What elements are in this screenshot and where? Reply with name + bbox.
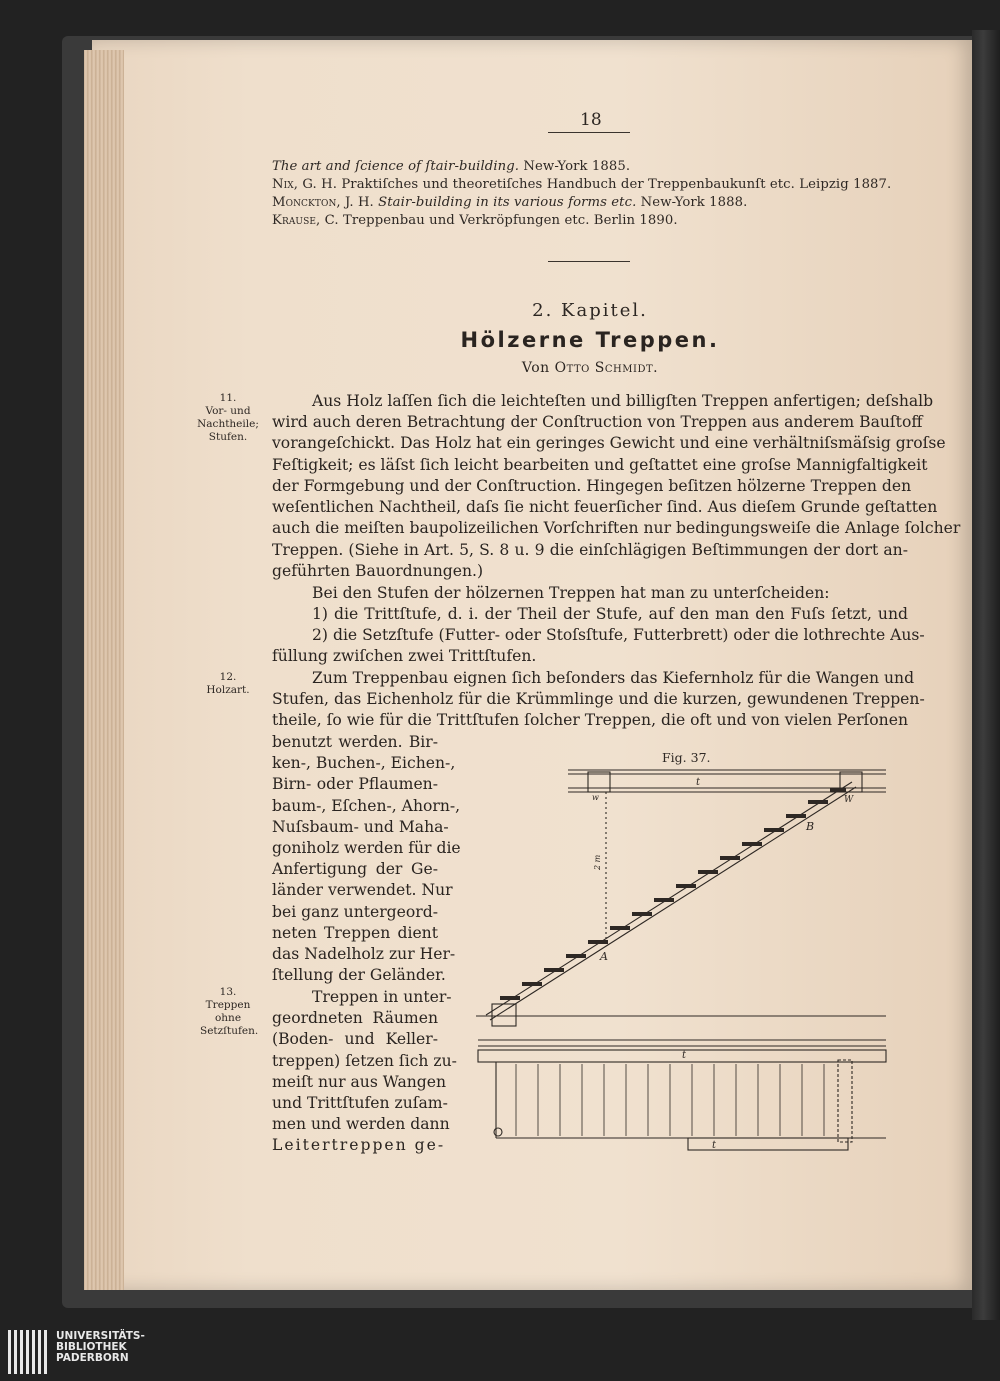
label-t-top: t — [696, 777, 701, 788]
label-t-middle: t — [682, 1050, 687, 1061]
reference-3 — [272, 195, 747, 210]
page-edges — [84, 50, 124, 1290]
column-line: und Trittſtufen zuſam- — [272, 1094, 448, 1112]
column-line: bei ganz untergeord- — [272, 903, 438, 921]
reference-rest: Praktiſches und theoretiſches Handbuch der Treppenbaukunſt etc. Leipzig 1887. — [337, 177, 892, 192]
column-line: das Nadelholz zur Her- — [272, 945, 456, 963]
margin-note-number: 12. — [219, 671, 237, 683]
column-line: (Boden- und Keller- — [272, 1030, 438, 1048]
author-prefix: Von — [521, 360, 550, 376]
chapter-author — [400, 360, 780, 376]
body-line: weſentlichen Nachtheil, daſs ſie nicht feuerſicher ſind. Aus dieſem Grunde geſtatten — [272, 498, 938, 516]
reference-author: Monckton, J. H. — [272, 195, 374, 210]
column-line: länder verwendet. Nur — [272, 881, 453, 899]
reference-rest: New-York 1885. — [519, 159, 631, 174]
label-height: 2 m — [593, 854, 602, 870]
body-line: auch die meiſten baupolizeilichen Vorſchriften nur bedingungsweiſe die Anlage ſolcher — [272, 519, 961, 537]
body-line: füllung zwiſchen zwei Trittſtufen. — [272, 647, 537, 665]
margin-note-12 — [190, 671, 266, 697]
label-b: B — [806, 820, 815, 833]
logo-line: UNIVERSITÄTS- — [56, 1330, 145, 1342]
column-line: goniholz werden für die — [272, 839, 461, 857]
margin-note-text: Treppen ohne Setzſtufen. — [200, 999, 259, 1037]
label-w-lower: w — [592, 793, 599, 802]
body-line: Feſtigkeit; es läſst ſich leicht bearbeiten und geſtattet eine groſse Mannigfaltigkeit — [272, 456, 928, 474]
reference-author: Krause, C. — [272, 213, 339, 228]
margin-note-number: 13. — [219, 986, 237, 998]
column-line: Nuſsbaum- und Maha- — [272, 818, 449, 836]
column-line: benutzt werden. Bir- — [272, 733, 438, 751]
logo-line: BIBLIOTHEK — [56, 1341, 127, 1353]
body-line: der Formgebung und der Conſtruction. Hingegen beſitzen hölzerne Treppen den — [272, 477, 912, 495]
column-line: Treppen in unter- — [312, 988, 452, 1006]
margin-note-text: Vor- und Nachtheile; Stufen. — [197, 405, 259, 443]
body-line: 1) die Trittſtufe, d. i. der Theil der Stufe, auf den man den Fuſs ſetzt, und — [312, 605, 908, 623]
reference-title: The art and ſcience of ſtair-building. — [272, 159, 520, 174]
column-line: ſtellung der Geländer. — [272, 966, 446, 984]
body-line: wird auch deren Betrachtung der Conſtruction von Treppen aus anderem Bauſtoff — [272, 413, 923, 431]
header-rule — [548, 132, 630, 133]
logo-line: PADERBORN — [56, 1352, 129, 1364]
body-line: Aus Holz laſſen ſich die leichteſten und billigſten Treppen anfertigen; deſshalb — [312, 392, 934, 410]
reference-2 — [272, 177, 891, 192]
column-line: Leitertreppen ge- — [272, 1136, 446, 1154]
chapter-label: 2. Kapitel. — [532, 300, 648, 321]
body-line: Bei den Stufen der hölzernen Treppen hat man zu unterſcheiden: — [312, 584, 830, 602]
section-rule — [548, 261, 630, 262]
stair-treads — [500, 788, 846, 1000]
label-t-bottom: t — [712, 1140, 717, 1151]
column-line: Birn- oder Pflaumen- — [272, 775, 438, 793]
book-spine — [972, 30, 1000, 1320]
margin-note-number: 11. — [219, 392, 237, 404]
margin-note-13 — [200, 986, 259, 1038]
column-line: ken-, Buchen-, Eichen-, — [272, 754, 456, 772]
body-line: vorangeſchickt. Das Holz hat ein geringes Gewicht und eine verhältniſsmäſsig groſse — [272, 434, 946, 452]
column-line: baum-, Eſchen-, Ahorn-, — [272, 797, 461, 815]
figure-37-drawing — [476, 760, 896, 1155]
body-line: 2) die Setzſtufe (Futter- oder Stoſsſtufe, Futterbrett) oder die lothrechte Aus- — [312, 626, 925, 644]
page-number: 18 — [580, 110, 602, 130]
reference-author: Nix, G. H. — [272, 177, 338, 192]
body-line: theile, ſo wie für die Trittſtufen ſolcher Treppen, die oft und von vielen Perſonen — [272, 711, 908, 729]
author-name: Otto Schmidt. — [554, 360, 659, 376]
column-line: meiſt nur aus Wangen — [272, 1073, 447, 1091]
library-logo-text — [56, 1331, 145, 1364]
reference-1 — [272, 159, 630, 174]
library-logo-icon — [8, 1330, 52, 1374]
label-w-upper: W — [844, 795, 854, 805]
reference-rest: Treppenbau und Verkröpfungen etc. Berlin 1890. — [338, 213, 678, 228]
reference-4 — [272, 213, 678, 228]
body-line: geführten Bauordnungen.) — [272, 562, 484, 580]
reference-title: Stair-building in its various forms etc. — [373, 195, 637, 210]
body-line: Treppen. (Siehe in Art. 5, S. 8 u. 9 die einſchlägigen Beſtimmungen der dort an- — [272, 541, 908, 559]
reference-rest: New-York 1888. — [636, 195, 748, 210]
column-line: neten Treppen dient — [272, 924, 438, 942]
bottom-slats — [516, 1064, 824, 1136]
margin-note-text: Holzart. — [206, 684, 250, 696]
column-line: Anfertigung der Ge- — [272, 860, 438, 878]
figure-caption: Fig. 37. — [662, 750, 711, 765]
column-line: men und werden dann — [272, 1115, 450, 1133]
chapter-title: Hölzerne Treppen. — [460, 328, 720, 352]
label-a: A — [600, 950, 608, 963]
column-line: geordneten Räumen — [272, 1009, 438, 1027]
margin-note-11 — [190, 392, 266, 444]
body-line: Zum Treppenbau eignen ſich beſonders das Kiefernholz für die Wangen und — [312, 669, 915, 687]
column-line: treppen) ſetzen ſich zu- — [272, 1052, 457, 1070]
body-line: Stufen, das Eichenholz für die Krümmlinge und die kurzen, gewundenen Treppen- — [272, 690, 925, 708]
